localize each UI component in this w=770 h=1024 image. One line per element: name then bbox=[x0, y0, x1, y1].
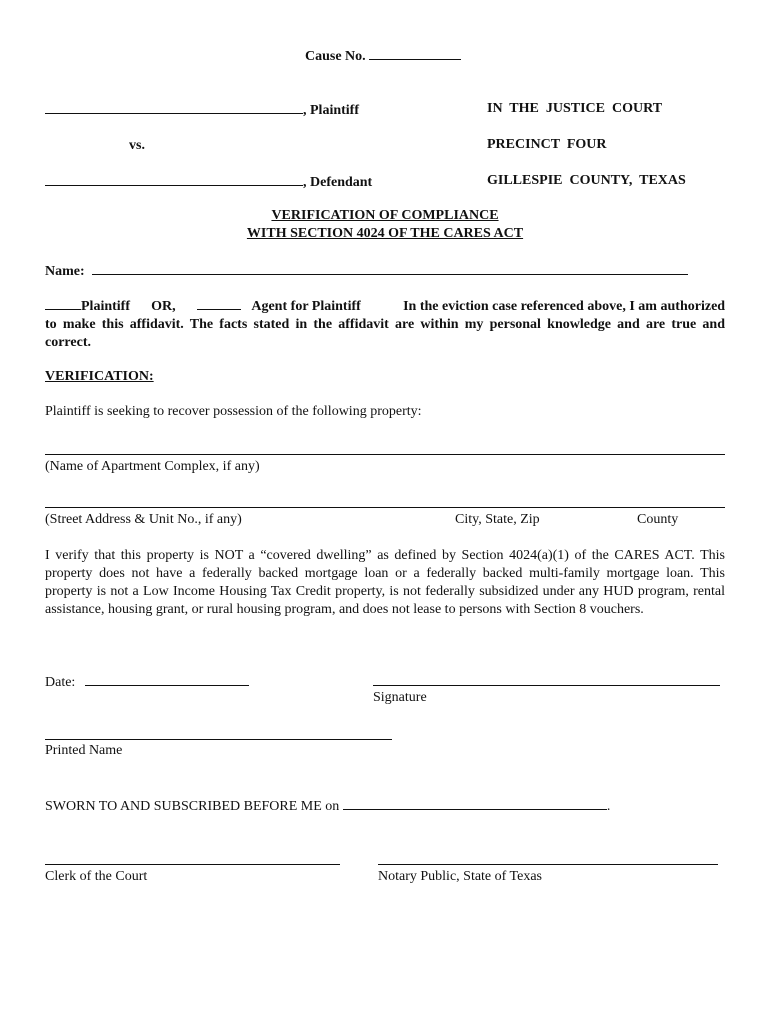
agent-option-label: Agent for Plaintiff bbox=[251, 299, 361, 314]
court-county: GILLESPIE COUNTY, TEXAS bbox=[487, 173, 686, 188]
clerk-caption: Clerk of the Court bbox=[45, 869, 148, 884]
property-address-blank[interactable] bbox=[45, 507, 725, 508]
document-title-line2: WITH SECTION 4024 OF THE CARES ACT bbox=[246, 226, 524, 241]
signature-caption: Signature bbox=[373, 690, 427, 705]
versus-label: vs. bbox=[129, 138, 145, 153]
date-line bbox=[45, 673, 249, 691]
street-address-caption: (Street Address & Unit No., if any) bbox=[45, 512, 242, 527]
verification-statement: I verify that this property is NOT a “covered dwelling” as defined by Section 4024(a)(1) of the CARES ACT. This property does not have a federally backed mortgage loan or a federally backed multi-family mortgage loan. This property is not a Low Income Housing Tax Credit property, is not federally subsidized under any HUD program, rental assistance, housing grant, or rural housing program, and does not lease to persons with Section 8 vouchers. bbox=[45, 548, 725, 617]
court-precinct: PRECINCT FOUR bbox=[487, 137, 607, 152]
clerk-signature-blank[interactable] bbox=[45, 864, 340, 865]
county-caption: County bbox=[637, 512, 679, 527]
printed-name-caption: Printed Name bbox=[45, 743, 123, 758]
signature-blank[interactable] bbox=[373, 685, 720, 686]
affiant-statement-start: In the eviction case referenced above, I am bbox=[403, 299, 657, 314]
name-blank[interactable] bbox=[92, 262, 688, 275]
document-title-line1: VERIFICATION OF COMPLIANCE bbox=[271, 208, 499, 223]
apartment-complex-blank[interactable] bbox=[45, 454, 725, 455]
court-name: IN THE JUSTICE COURT bbox=[487, 101, 663, 116]
cause-number-label: Cause No. bbox=[305, 49, 366, 64]
sworn-period: . bbox=[606, 799, 611, 814]
verification-heading: VERIFICATION: bbox=[45, 369, 154, 384]
notary-caption: Notary Public, State of Texas bbox=[378, 869, 543, 884]
defendant-label: , Defendant bbox=[303, 175, 373, 190]
city-state-zip-caption: City, State, Zip bbox=[455, 512, 540, 527]
date-blank[interactable] bbox=[85, 673, 249, 686]
cause-number-blank[interactable] bbox=[369, 47, 461, 60]
affiant-paragraph bbox=[45, 297, 725, 352]
cause-number-line bbox=[305, 47, 461, 65]
defendant-blank[interactable] bbox=[45, 173, 303, 186]
plaintiff-blank[interactable] bbox=[45, 101, 303, 114]
apartment-complex-caption: (Name of Apartment Complex, if any) bbox=[45, 459, 260, 474]
name-line bbox=[45, 262, 688, 280]
plaintiff-label: , Plaintiff bbox=[303, 103, 359, 118]
or-label: OR, bbox=[151, 299, 176, 314]
defendant-line bbox=[45, 173, 372, 191]
sworn-date-blank[interactable] bbox=[343, 797, 607, 810]
date-label: Date: bbox=[45, 675, 76, 690]
notary-signature-blank[interactable] bbox=[378, 864, 718, 865]
sworn-text: SWORN TO AND SUBSCRIBED BEFORE ME on bbox=[45, 799, 340, 814]
agent-checkbox-blank[interactable] bbox=[197, 297, 241, 310]
name-label: Name: bbox=[45, 264, 85, 279]
sworn-line bbox=[45, 797, 610, 815]
verification-intro: Plaintiff is seeking to recover possession of the following property: bbox=[45, 404, 422, 419]
plaintiff-option-label: Plaintiff bbox=[81, 299, 130, 314]
plaintiff-line bbox=[45, 101, 359, 119]
affiant-statement-rest: authorized to make this affidavit. The facts stated in the affidavit are within my personal knowledge and are true and correct. bbox=[45, 299, 726, 350]
printed-name-blank[interactable] bbox=[45, 739, 392, 740]
plaintiff-checkbox-blank[interactable] bbox=[45, 297, 81, 310]
